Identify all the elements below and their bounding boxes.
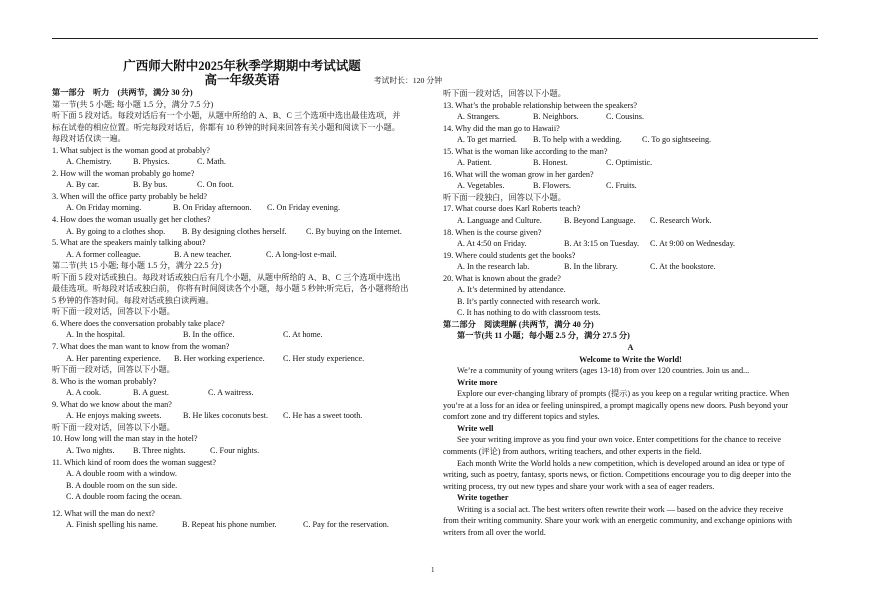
page-number: 1 [431,566,435,574]
option: B. Flowers. [533,181,571,191]
option: A. He enjoys making sweets. [66,411,162,421]
passage-paragraph: We’re a community of young writers (ages 13-18) from over 120 countries. Join us and... [457,366,750,376]
question-7: 7. What does the man want to know from the woman? [52,342,230,352]
listening-hint: 听下面一段独白，回答以下小题。 [443,192,566,202]
section1-instructions: 听下面 5 段对话。每段对话后有一个小题，从题中所给的 A、B、C 三个选项中选出最佳选项，并 [52,111,401,121]
option: C. On foot. [197,180,234,190]
section1-heading: 第一节(共 5 小题; 每小题 1.5 分，满分 7.5 分) [52,99,214,109]
question-11: 11. Which kind of room does the woman suggest? [52,457,216,467]
passage-paragraph: writers from all over the world. [443,527,546,537]
question-1-options [52,156,432,168]
option: B. Her working experience. [174,353,265,363]
question-14: 14. Why did the man go to Hawaii? [443,123,560,133]
passage-paragraph: Each month Write the World holds a new competition, which is developed around an idea or type of [457,458,785,468]
option: C. It has nothing to do with classroom tests. [457,308,601,318]
question-13: 13. What’s the probable relationship between the speakers? [443,100,638,110]
question-16-options [443,180,818,192]
question-3: 3. When will the office party probably be held? [52,191,207,201]
question-9-options [52,410,432,422]
option: C. Four nights. [210,445,260,455]
question-19: 19. Where could students get the books? [443,250,576,260]
option: C. Optimistic. [606,158,653,168]
option: A. A double room with a window. [66,469,177,479]
passage-paragraph: Explore our ever-changing library of prompts (提示) as you keep on a regular writing practice. When [457,389,790,399]
listening-hint: 听下面一段对话，回答以下小题。 [443,89,566,98]
passage-subheading: Write well [457,423,494,433]
question-6: 6. Where does the conversation probably take place? [52,318,225,328]
option: A. Her parenting experience. [66,353,161,363]
exam-duration: 考试时长：120 分钟 [373,76,442,85]
option: C. At the bookstore. [650,262,716,272]
option: C. Cousins. [606,112,644,122]
question-9: 9. What do we know about the man? [52,399,172,409]
passage-paragraph: Writing is a social act. The best writers often rewrite their work — based on the advice they receive [457,504,784,514]
option: A. By going to a clothes shop. [66,226,166,236]
passage-title: Welcome to Write the World! [579,354,682,364]
option: C. On Friday evening. [267,203,340,213]
listening-hint: 听下面一段对话，回答以下小题。 [52,422,175,432]
passage-subheading: Write together [457,493,509,503]
passage-subheading: Write more [457,377,498,387]
option: A. By car. [66,180,100,190]
passage-paragraph: writing process, try out new types and share your work with a sea of eager readers. [443,481,715,491]
part2-heading: 第二部分 阅读理解 (共两节，满分 40 分) [443,319,594,329]
option: B. At 3:15 on Tuesday. [564,239,639,249]
question-16: 16. What will the woman grow in her garden? [443,169,594,179]
exam-subtitle: 高一年级英语 [204,73,280,87]
question-6-options [52,329,432,341]
option: B. In the library. [564,262,618,272]
part2-section1-heading: 第一节(共 11 小题；每小题 2.5 分，满分 27.5 分) [457,331,630,341]
option: B. Neighbors. [533,112,579,122]
option: A. Finish spelling his name. [66,520,158,530]
option: B. It’s partly connected with research work. [457,296,601,306]
option: B. Repeat his phone number. [182,520,277,530]
question-4-options [52,226,432,238]
option: B. A double room on the sun side. [66,480,178,490]
option: A. On Friday morning. [66,203,142,213]
question-17: 17. What course does Karl Roberts teach? [443,204,581,214]
passage-paragraph: See your writing improve as you find your own voice. Enter competitions for the chance to receive [457,435,781,445]
section2-instructions: 最佳选项。听每段对话或独白前， 你将有时间阅读各个小题，每小题 5 秒钟;听完后，各小题将给出 [52,284,409,294]
passage-paragraph: comfort zone and try different topics and styles. [443,412,600,422]
option: A. Patient. [457,158,492,168]
section2-instructions: 5 秒钟的作答时间。每段对话或独白读两遍。 [52,295,214,305]
question-20: 20. What is known about the grade? [443,273,561,283]
section2-heading: 第二节(共 15 小题; 每小题 1.5 分，满分 22.5 分) [52,261,222,271]
option: B. To help with a wedding. [533,135,622,145]
question-12: 12. What will the man do next? [52,508,155,518]
left-column [52,59,442,531]
passage-letter: A [627,343,634,353]
passage-paragraph: comments (评论) from authors, writing teachers, and other experts in the field. [443,446,702,456]
option: A. Two nights. [66,445,115,455]
question-18-options [443,238,818,250]
option: C. A double room facing the ocean. [66,492,182,502]
option: B. A guest. [133,388,169,398]
option: C. By buying on the Internet. [306,226,402,236]
option: A. In the hospital. [66,330,125,340]
right-column [443,88,818,538]
question-18: 18. When is the course given? [443,227,542,237]
option: B. A new teacher. [174,249,232,259]
option: C. To go sightseeing. [642,135,712,145]
exam-title: 广西师大附中2025年秋季学期期中考试试题 [123,59,361,73]
question-2: 2. How will the woman probably go home? [52,168,195,178]
option: C. At home. [283,330,323,340]
option: A. Chemistry. [66,157,112,167]
option: A. It’s determined by attendance. [457,285,566,295]
option: C. A long-lost e-mail. [266,249,337,259]
option: B. By bus. [133,180,168,190]
question-5-options [52,249,432,261]
option: C. A waitress. [208,388,254,398]
option: A. To get married. [457,135,517,145]
question-1: 1. What subject is the woman good at probably? [52,145,210,155]
listening-hint: 听下面一段对话，回答以下小题。 [52,307,175,317]
question-10-options [52,445,432,457]
question-4: 4. How does the woman usually get her clothes? [52,215,211,225]
part1-heading: 第一部分 听力 (共两节，满分 30 分) [52,88,193,97]
option: A. A cook. [66,388,102,398]
question-19-options [443,261,818,273]
option: A. A former colleague. [66,249,141,259]
option: C. Math. [197,157,226,167]
section1-instructions: 标在试卷的相应位置。听完每段对话后，你都有 10 秒钟的时间来回答有关小题和阅读下一小题。 [52,122,400,132]
question-10: 10. How long will the man stay in the hotel? [52,434,198,444]
question-7-options [52,353,432,365]
question-5: 5. What are the speakers mainly talking about? [52,238,206,248]
option: A. Language and Culture. [457,216,542,226]
question-17-options [443,215,818,227]
option: B. By designing clothes herself. [182,226,287,236]
option: B. Physics. [133,157,170,167]
option: C. At 9:00 on Wednesday. [650,239,736,249]
section2-instructions: 听下面 5 段对话或独白。每段对话或独白后有几个小题，从题中所给的 A、B、C 三个选项中选出 [52,272,401,282]
option: B. Beyond Language. [564,216,636,226]
option: A. Vegetables. [457,181,505,191]
question-14-options [443,134,818,146]
option: C. He has a sweet tooth. [283,411,363,421]
question-8: 8. Who is the woman probably? [52,376,157,386]
question-15: 15. What is the woman like according to the man? [443,146,608,156]
option: B. He likes coconuts best. [183,411,269,421]
question-13-options [443,111,818,123]
passage-paragraph: writing, such as poetry, fantasy, sports news, or fiction. Competitions encourage you to dig deeper into the [443,470,791,480]
section1-instructions: 每段对话仅读一遍。 [52,134,126,144]
question-8-options [52,387,432,399]
listening-hint: 听下面一段对话，回答以下小题。 [52,365,175,375]
question-12-options [52,519,432,531]
passage-paragraph: from their writing community. Share your work with an energetic community, and exchange opinions with [443,516,792,526]
question-2-options [52,179,432,191]
option: C. Research Work. [650,216,712,226]
question-3-options [52,202,432,214]
option: B. On Friday afternoon. [173,203,252,213]
option: A. At 4:50 on Friday. [457,239,527,249]
option: B. In the office. [183,330,235,340]
subtitle-row [52,73,442,87]
option: B. Three nights. [133,445,186,455]
option: A. In the research lab. [457,262,530,272]
passage-paragraph: you’re at a loss for an idea or feeling uninspired, a prompt magically opens new doors. Push beyond your [443,400,789,410]
top-rule [52,38,818,39]
option: A. Strangers. [457,112,500,122]
option: C. Fruits. [606,181,637,191]
option: C. Pay for the reservation. [303,520,389,530]
option: C. Her study experience. [283,353,365,363]
option: B. Honest. [533,158,568,168]
question-15-options [443,157,818,169]
